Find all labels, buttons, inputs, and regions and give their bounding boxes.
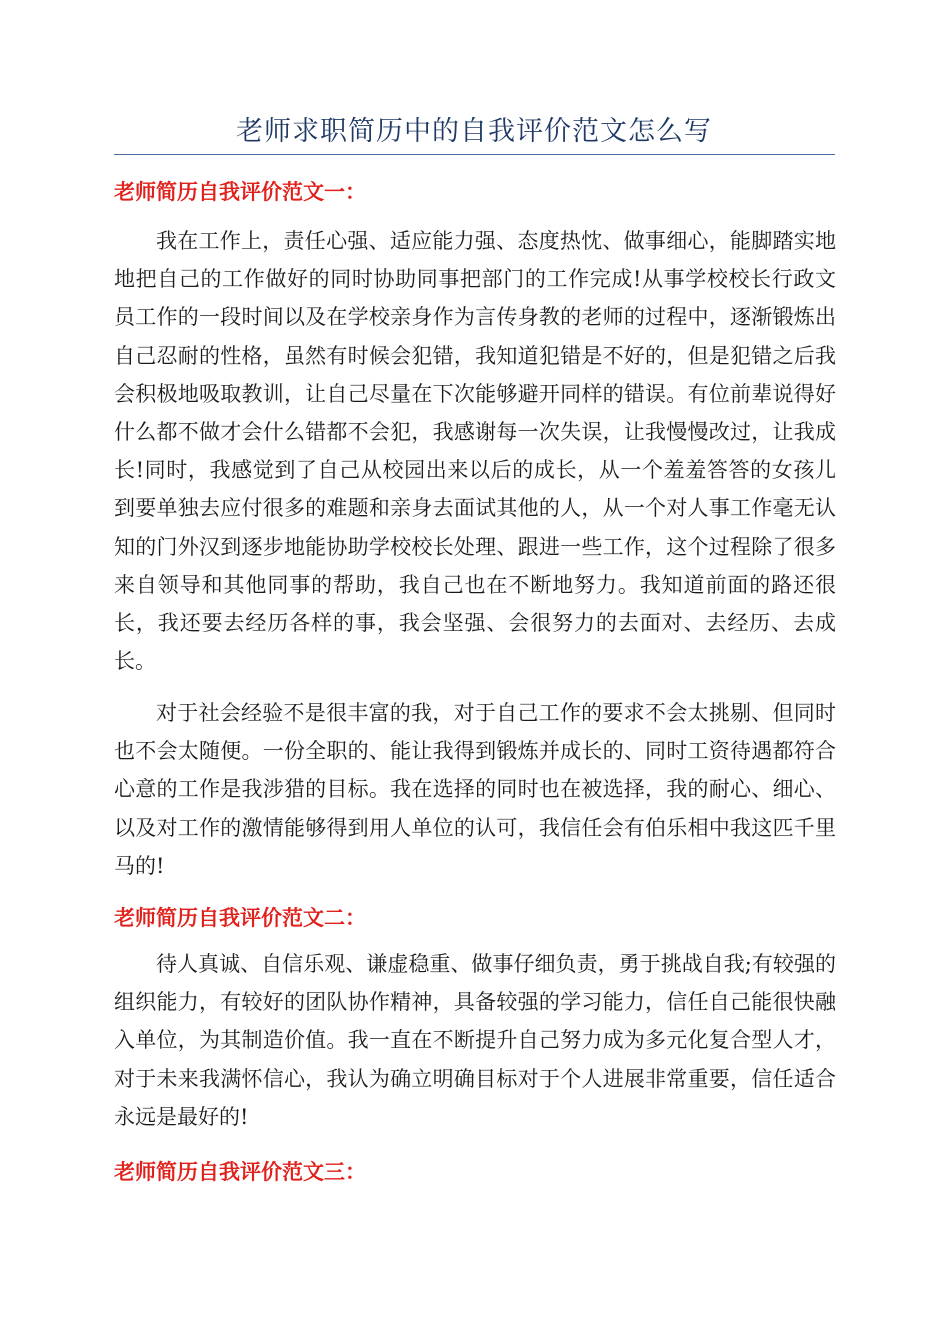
section-2-paragraph-1: 待人真诚、自信乐观、谦虚稳重、做事仔细负责，勇于挑战自我;有较强的组织能力，有较好的团队协作精神，具备较强的学习能力，信任自己能很快融入单位，为其制造价值。我一直在不断提升自己努力成为多元化复合型人才，对于未来我满怀信心，我认为确立明确目标对于个人进展非常重要，信任适合永远是最好的! <box>114 952 836 1129</box>
section-1-paragraph-2: 对于社会经验不是很丰富的我，对于自己工作的要求不会太挑剔、但同时也不会太随便。一份全职的、能让我得到锻炼并成长的、同时工资待遇都符合心意的工作是我涉猎的目标。我在选择的同时也在被选择，我的耐心、细心、以及对工作的激情能够得到用人单位的认可，我信任会有伯乐相中我这匹千里马的! <box>114 701 836 878</box>
section-1-paragraph-1: 我在工作上，责任心强、适应能力强、态度热忱、做事细心，能脚踏实地地把自己的工作做好的同时协助同事把部门的工作完成!从事学校校长行政文员工作的一段时间以及在学校亲身作为言传身教的老师的过程中，逐渐锻炼出自己忍耐的性格，虽然有时候会犯错，我知道犯错是不好的，但是犯错之后我会积极地吸取教训，让自己尽量在下次能够避开同样的错误。有位前辈说得好什么都不做才会什么错都不会犯，我感谢每一次失误，让我慢慢改过，让我成长!同时，我感觉到了自己从校园出来以后的成长，从一个羞羞答答的女孩儿到要单独去应付很多的难题和亲身去面试其他的人，从一个对人事工作毫无认知的门外汉到逐步地能协助学校校长处理、跟进一些工作，这个过程除了很多来自领导和其他同事的帮助，我自己也在不断地努力。我知道前面的路还很长，我还要去经历各样的事，我会坚强、会很努力的去面对、去经历、去成长。 <box>114 229 836 674</box>
document-title: 老师求职简历中的自我评价范文怎么写 <box>236 116 712 147</box>
section-heading-3: 老师简历自我评价范文三： <box>114 1160 366 1184</box>
section-heading-1: 老师简历自我评价范文一： <box>114 180 366 204</box>
title-underline <box>114 154 835 155</box>
section-heading-2: 老师简历自我评价范文二： <box>114 906 366 930</box>
